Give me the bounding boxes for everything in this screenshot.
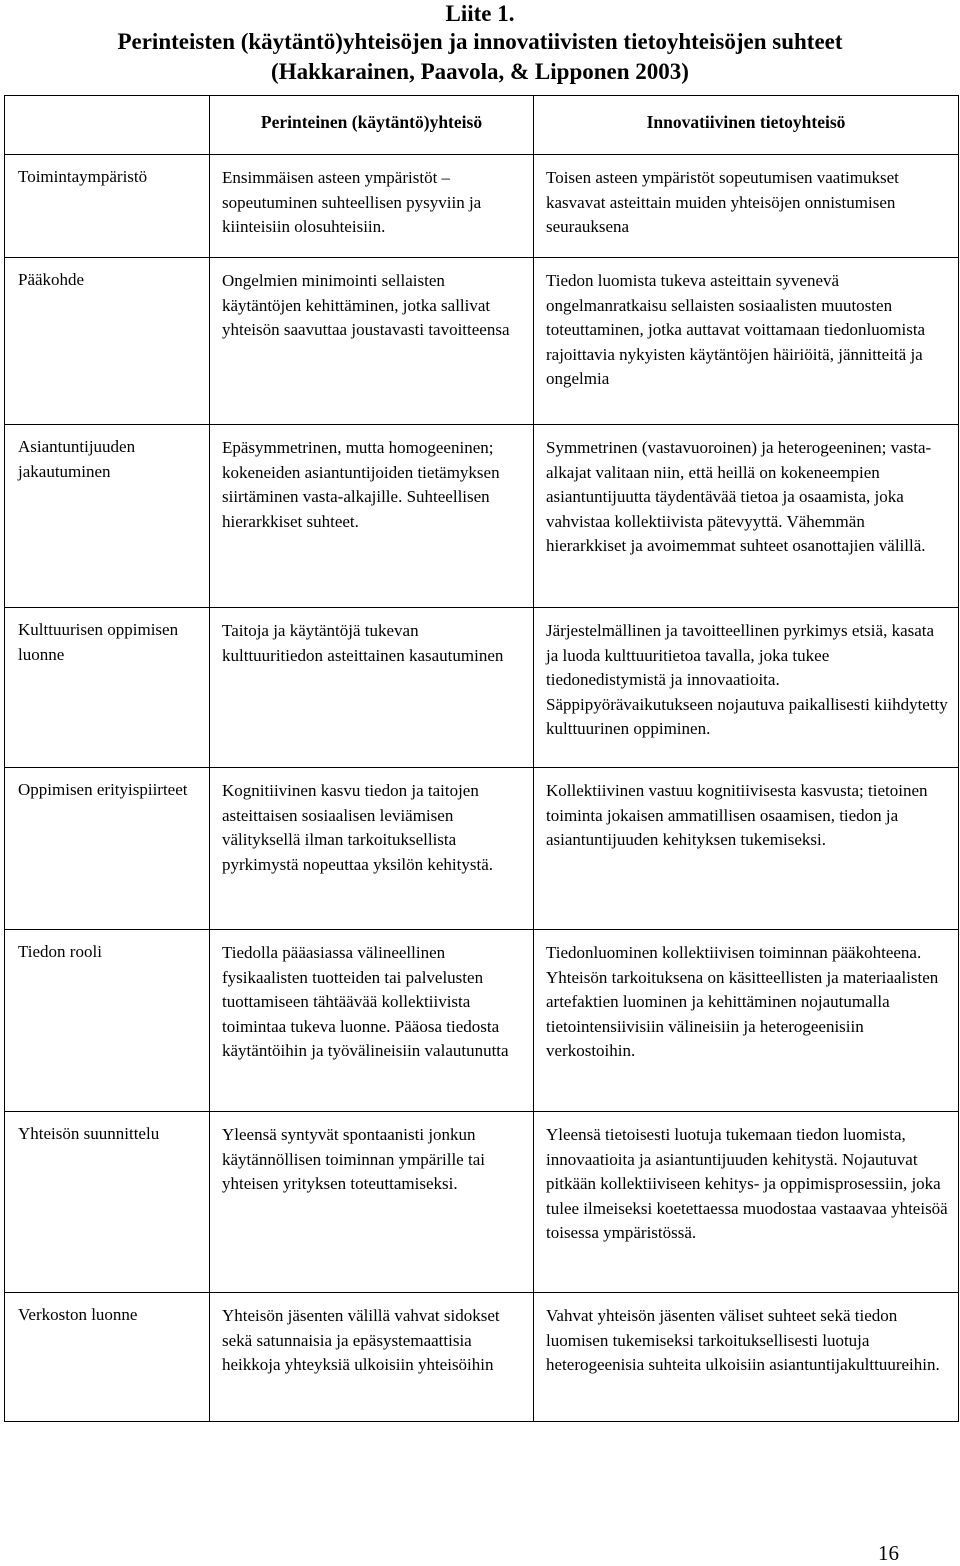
traditional-cell: Epäsymmetrinen, mutta homogeeninen; kokeneiden asiantuntijoiden tietämyksen siirtäminen vasta-alkajille. Suhteellisen hierarkkiset suhteet. (210, 425, 534, 608)
traditional-cell: Ongelmien minimointi sellaisten käytäntöjen kehittäminen, jotka sallivat yhteisön saavuttaa joustavasti tavoitteensa (210, 258, 534, 425)
traditional-cell: Kognitiivinen kasvu tiedon ja taitojen asteittaisen sosiaalisen leviämisen välityksellä ilman tarkoituksellista pyrkimystä nopeuttaa yksilön kehitystä. (210, 768, 534, 930)
row-label: Tiedon rooli (5, 930, 210, 1112)
appendix-label: Liite 1. (445, 1, 515, 26)
table-row (5, 608, 959, 768)
page-number: 16 (878, 1541, 899, 1565)
column-header-empty (5, 96, 210, 155)
row-label: Pääkohde (5, 258, 210, 425)
row-label: Kulttuurisen oppimisen luonne (5, 608, 210, 768)
table-row (5, 155, 959, 258)
innovative-cell: Tiedonluominen kollektiivisen toiminnan pääkohteena. Yhteisön tarkoituksena on käsitteellisten ja materiaalisten artefaktien luominen ja kehittäminen nojautumalla tietointensiivisiin välineisiin ja heterogeenisiin verkostoihin. (534, 930, 959, 1112)
row-label: Yhteisön suunnittelu (5, 1112, 210, 1293)
table-row (5, 1112, 959, 1293)
table-row (5, 425, 959, 608)
innovative-cell: Toisen asteen ympäristöt sopeutumisen vaatimukset kasvavat asteittain muiden yhteisöjen onnistumisen seurauksena (534, 155, 959, 258)
column-header-traditional: Perinteinen (käytäntö)yhteisö (210, 96, 534, 155)
innovative-cell: Yleensä tietoisesti luotuja tukemaan tiedon luomista, innovaatioita ja asiantuntijuuden kehitystä. Nojautuvat pitkään kollektiiviseen kehitys- ja oppimisprosessiin, joka tulee ilmeiseksi koetettaessa muodostaa vastaavaa yhteisöä toisessa ympäristössä. (534, 1112, 959, 1293)
document-citation: (Hakkarainen, Paavola, & Lipponen 2003) (271, 59, 689, 84)
traditional-cell: Ensimmäisen asteen ympäristöt – sopeutuminen suhteellisen pysyviin ja kiinteisiin olosuhteisiin. (210, 155, 534, 258)
row-label: Asiantuntijuuden jakautuminen (5, 425, 210, 608)
traditional-cell: Yleensä syntyvät spontaanisti jonkun käytännöllisen toiminnan ympärille tai yhteisen yrityksen toteuttamiseksi. (210, 1112, 534, 1293)
table-row (5, 930, 959, 1112)
row-label: Oppimisen erityispiirteet (5, 768, 210, 930)
table-header-row (5, 96, 959, 155)
table-row (5, 1293, 959, 1422)
innovative-cell: Vahvat yhteisön jäsenten väliset suhteet sekä tiedon luomisen tukemiseksi tarkoituksellisesti luotuja heterogeenisia suhteita ulkoisiin asiantuntijakulttuureihin. (534, 1293, 959, 1422)
comparison-table (4, 95, 959, 1422)
innovative-cell: Järjestelmällinen ja tavoitteellinen pyrkimys etsiä, kasata ja luoda kulttuuritietoa tavalla, joka tukee tiedonedistymistä ja innovaatioita. Säppipyörävaikutukseen nojautuva paikallisesti kiihdytetty kulttuurinen oppiminen. (534, 608, 959, 768)
document-title: Perinteisten (käytäntö)yhteisöjen ja innovatiivisten tietoyhteisöjen suhteet (117, 29, 843, 54)
traditional-cell: Taitoja ja käytäntöjä tukevan kulttuuritiedon asteittainen kasautuminen (210, 608, 534, 768)
innovative-cell: Kollektiivinen vastuu kognitiivisesta kasvusta; tietoinen toiminta jokaisen ammatillisen osaamisen, tiedon ja asiantuntijuuden kehityksen tukemiseksi. (534, 768, 959, 930)
innovative-cell: Symmetrinen (vastavuoroinen) ja heterogeeninen; vasta-alkajat valitaan niin, että heillä on kokeneempien asiantuntijuutta täydentävää tietoa ja osaamista, joka vahvistaa kollektiivista pätevyyttä. Vähemmän hierarkkiset ja avoimemmat suhteet osanottajien välillä. (534, 425, 959, 608)
table-row (5, 768, 959, 930)
traditional-cell: Yhteisön jäsenten välillä vahvat sidokset sekä satunnaisia ja epäsystemaattisia heikkoja yhteyksiä ulkoisiin yhteisöihin (210, 1293, 534, 1422)
table-row (5, 258, 959, 425)
innovative-cell: Tiedon luomista tukeva asteittain syvenevä ongelmanratkaisu sellaisten sosiaalisten muutosten toteuttaminen, jotka auttavat voittamaan tiedonluomista rajoittavia nykyisten käytäntöjen häiriöitä, jännitteitä ja ongelmia (534, 258, 959, 425)
traditional-cell: Tiedolla pääasiassa välineellinen fysikaalisten tuotteiden tai palvelusten tuottamiseen tähtäävää kollektiivista toimintaa tukeva luonne. Pääosa tiedosta käytäntöihin ja työvälineisiin valautunutta (210, 930, 534, 1112)
row-label: Toimintaympäristö (5, 155, 210, 258)
row-label: Verkoston luonne (5, 1293, 210, 1422)
column-header-innovative: Innovatiivinen tietoyhteisö (534, 96, 959, 155)
